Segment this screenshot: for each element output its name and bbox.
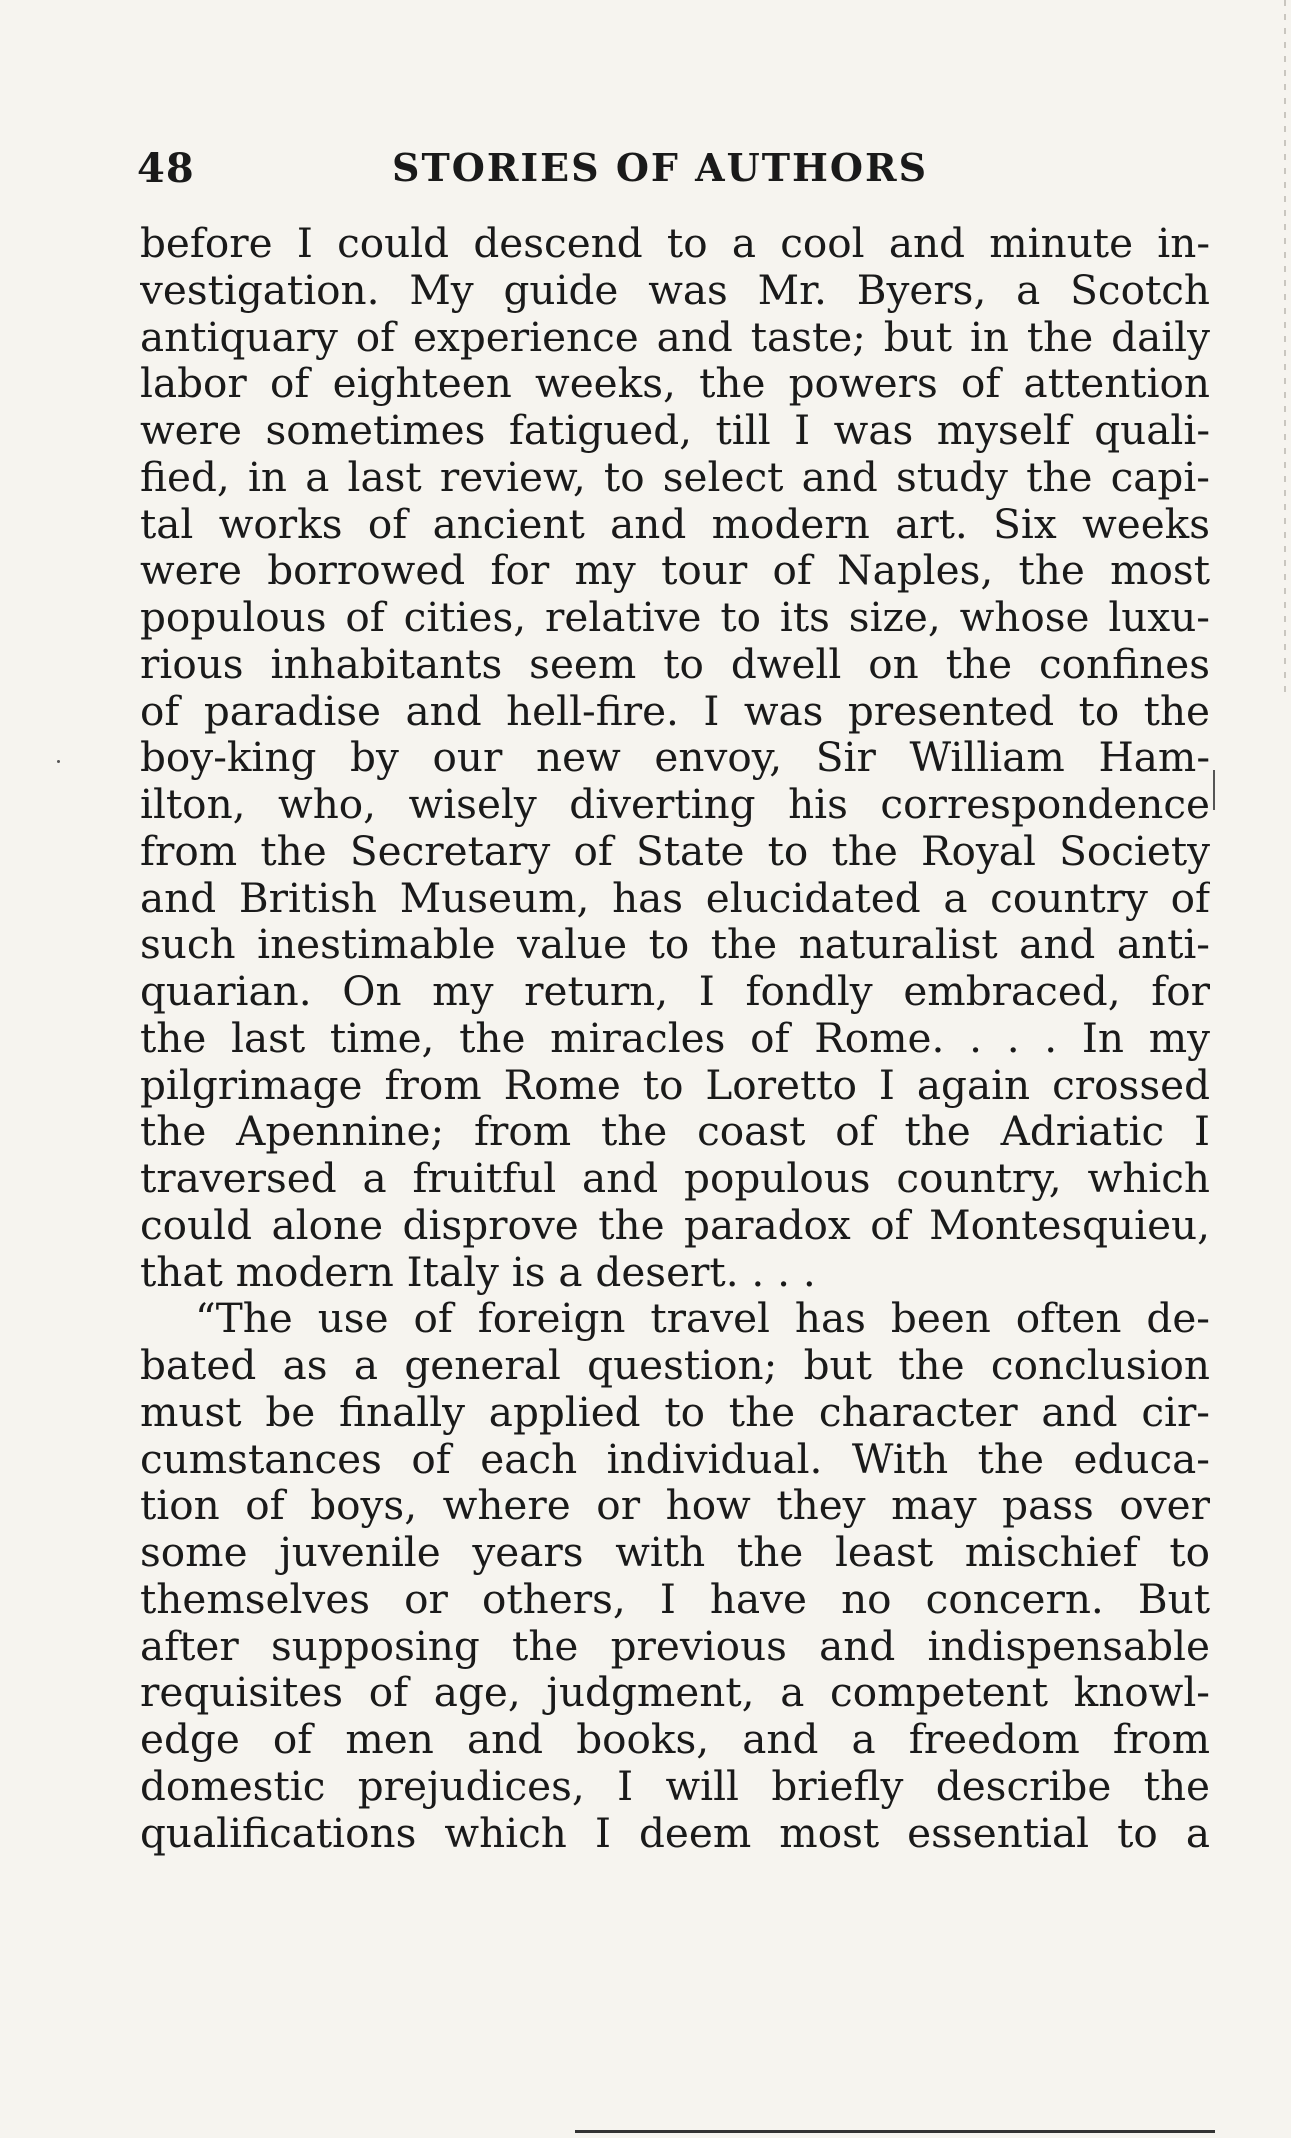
text-line: antiquary of experience and taste; but in the daily [140,313,1210,361]
text-line: and British Museum, has elucidated a country of [140,874,1210,922]
text-line: edge of men and books, and a freedom from [140,1716,1210,1763]
text-line: could alone disprove the paradox of Montesquieu, [140,1201,1210,1249]
text-line: must be finally applied to the character and cir- [140,1388,1210,1436]
text-line: fied, in a last review, to select and study the capi- [140,453,1210,501]
text-line: traversed a fruitful and populous country, which [140,1155,1210,1202]
text-line: rious inhabitants seem to dwell on the confines [140,640,1210,688]
margin-mark [1213,770,1215,810]
running-title: STORIES OF AUTHORS [392,145,929,190]
text-line: that modern Italy is a desert. . . . [140,1248,816,1296]
text-line: after supposing the previous and indispensable [140,1622,1210,1670]
text-line: tion of boys, where or how they may pass over [140,1482,1210,1529]
text-line: “The use of foreign travel has been often de- [195,1295,1210,1342]
text-line: qualifications which I deem most essential to a [140,1809,1210,1857]
text-line: cumstances of each individual. With the educa- [140,1435,1210,1483]
text-line: some juvenile years with the least mischief to [140,1529,1210,1576]
text-line: tal works of ancient and modern art. Six weeks [140,500,1210,548]
text-line: bated as a general question; but the conclusion [140,1342,1210,1389]
page-edge-shadow [1284,0,1286,700]
text-line: boy-king by our new envoy, Sir William Ham- [140,734,1210,781]
text-line: the Apennine; from the coast of the Adriatic I [140,1108,1210,1155]
text-line: of paradise and hell-fire. I was presented to the [140,687,1210,735]
bottom-rule [575,2130,1215,2133]
text-line: before I could descend to a cool and minute in- [140,220,1210,267]
text-line: populous of cities, relative to its size, whose luxu- [140,594,1210,641]
page-number: 48 [137,145,195,192]
text-line: labor of eighteen weeks, the powers of attention [140,360,1210,407]
body-text [140,220,1210,1856]
paragraph-2 [140,1295,1210,1856]
text-line: quarian. On my return, I fondly embraced, for [140,968,1210,1015]
text-line: from the Secretary of State to the Royal Society [140,827,1210,875]
text-line: requisites of age, judgment, a competent knowl- [140,1669,1210,1716]
text-line: domestic prejudices, I will briefly describe the [140,1762,1210,1810]
text-line: vestigation. My guide was Mr. Byers, a Scotch [140,266,1210,314]
page-header [137,145,1212,195]
paragraph-1 [140,220,1210,1295]
text-line: pilgrimage from Rome to Loretto I again crossed [140,1061,1210,1109]
text-line: were borrowed for my tour of Naples, the most [140,547,1210,594]
text-line: themselves or others, I have no concern. But [140,1575,1210,1623]
text-line: were sometimes fatigued, till I was myself quali- [140,407,1210,454]
text-line: ilton, who, wisely diverting his correspondence [140,781,1210,828]
text-line: the last time, the miracles of Rome. . . . In my [140,1014,1210,1062]
text-line: such inestimable value to the naturalist and anti- [140,921,1210,968]
paper-speck [57,760,60,763]
